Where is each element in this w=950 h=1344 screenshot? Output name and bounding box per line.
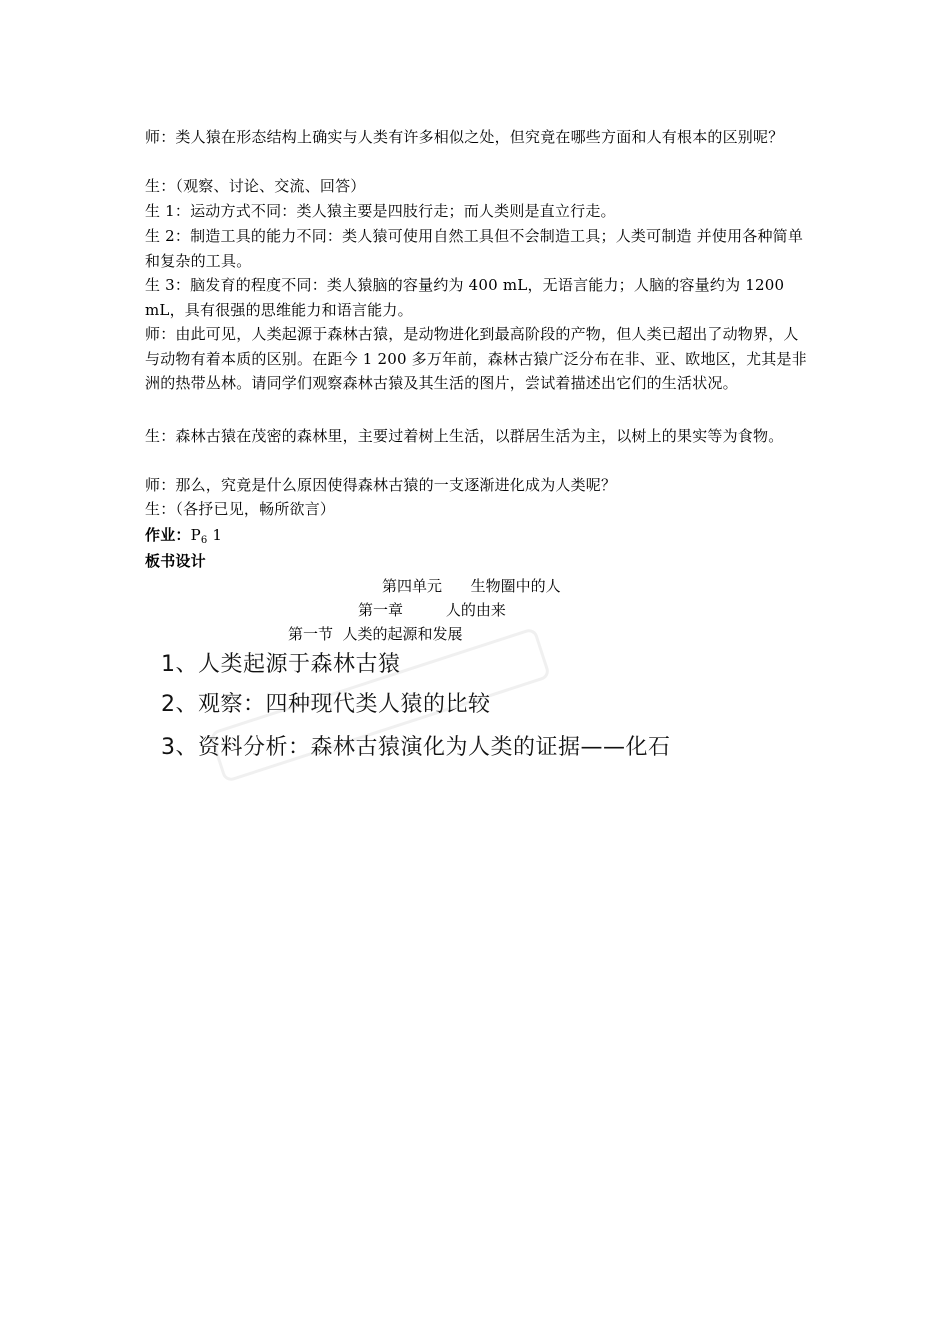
board-item-3: 3、资料分析：森林古猿演化为人类的证据——化石: [161, 735, 671, 760]
board-section-title: 第一节 人类的起源和发展: [288, 625, 463, 643]
homework-label: 作业：: [145, 526, 191, 544]
board-outline-image: [155, 645, 675, 773]
paragraph-student-activity: 生：（观察、讨论、交流、回答）: [145, 177, 366, 195]
board-unit-title: 第四单元 生物圈中的人: [382, 577, 561, 595]
paragraph-student-forest-ape: 生：森林古猿在茂密的森林里，主要过着树上生活，以群居生活为主，以树上的果实等为食物。: [145, 427, 784, 445]
homework-tail: 1: [207, 526, 223, 544]
paragraph-student-2: 生 2：制造工具的能力不同：类人猿可使用自然工具但不会制造工具；人类可制造 并使用各种简单和复杂的工具。: [145, 227, 804, 270]
board-chapter-title: 第一章 人的由来: [358, 601, 506, 619]
paragraph-teacher-reason: 师：那么，究竟是什么原因使得森林古猿的一支逐渐进化成为人类呢？: [145, 476, 617, 494]
paragraph-student-1: 生 1：运动方式不同：类人猿主要是四肢行走；而人类则是直立行走。: [145, 202, 616, 220]
paragraph-student-3: 生 3：脑发育的程度不同：类人猿脑的容量约为 400 mL，无语言能力；人脑的容量约为 1200 mL，具有很强的思维能力和语言能力。: [145, 276, 785, 319]
paragraph-student-opinions: 生：（各抒已见，畅所欲言）: [145, 500, 336, 518]
homework-subscript: 6: [200, 535, 208, 546]
board-design-heading: 板书设计: [145, 552, 206, 570]
board-item-1: 1、人类起源于森林古猿: [161, 652, 401, 677]
paragraph-teacher-question: 师：类人猿在形态结构上确实与人类有许多相似之处，但究竟在哪些方面和人有根本的区别呢？: [145, 128, 784, 146]
homework-value: P: [190, 526, 201, 544]
paragraph-teacher-summary: 师：由此可见，人类起源于森林古猿，是动物进化到最高阶段的产物，但人类已超出了动物界，人与动物有着本质的区别。在距今 1 200 多万年前，森林古猿广泛分布在非、亚、欧地区，尤其是非洲的热带丛林。请同学们观察森林古猿及其生活的图片，尝试着描述出它们的生活状况。: [145, 325, 807, 392]
board-item-2: 2、观察：四种现代类人猿的比较: [161, 692, 491, 717]
